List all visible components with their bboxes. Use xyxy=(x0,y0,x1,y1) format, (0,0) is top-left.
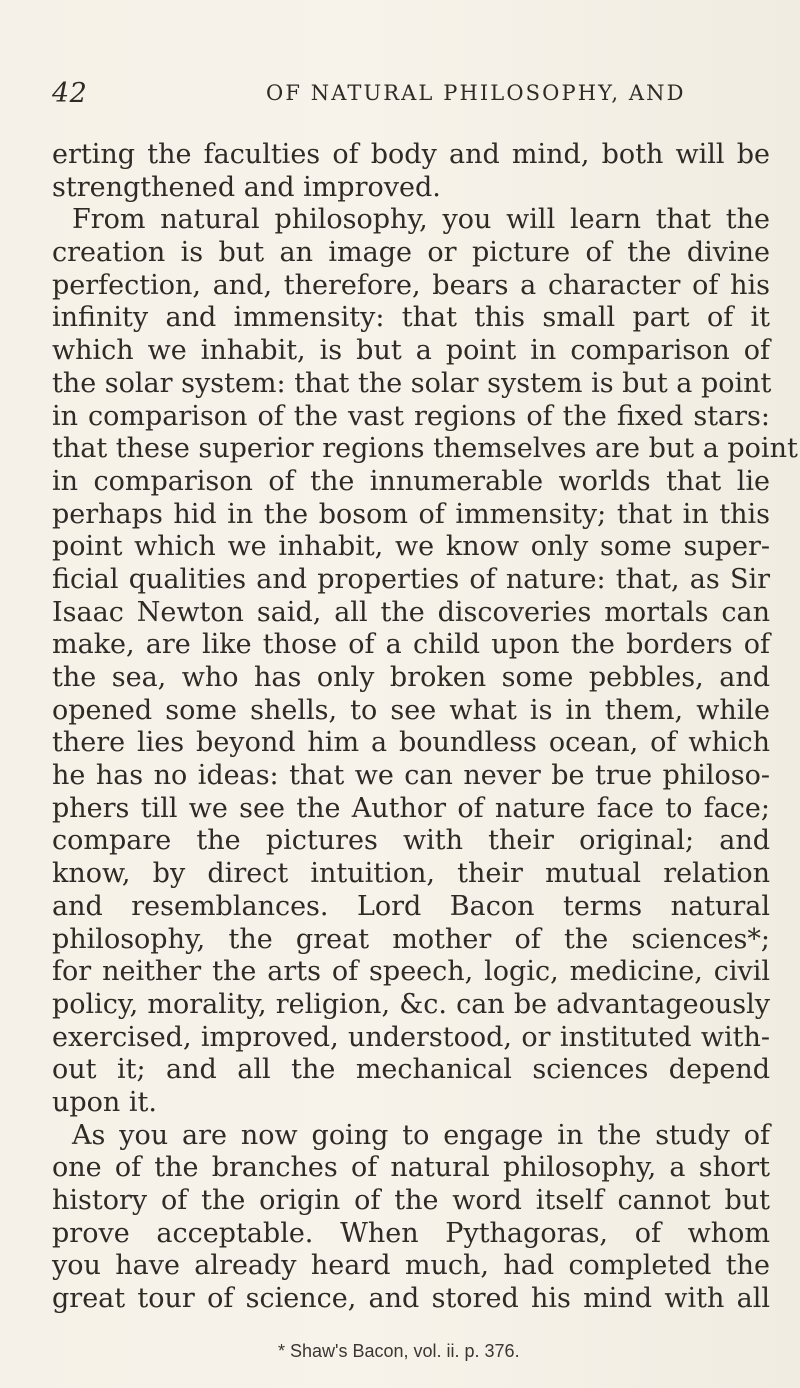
text-line: one of the branches of natural philosophy, a short xyxy=(52,1152,770,1184)
text-line: From natural philosophy, you will learn that the xyxy=(72,204,770,236)
page-number: 42 xyxy=(52,78,88,109)
text-line: and resemblances. Lord Bacon terms natural xyxy=(52,890,770,922)
text-line: that these superior regions themselves are but a point xyxy=(52,433,798,465)
text-line: the solar system: that the solar system is but a point xyxy=(52,367,772,399)
text-line: opened some shells, to see what is in them, while xyxy=(52,694,770,726)
text-line: out it; and all the mechanical sciences depend xyxy=(52,1054,770,1086)
text-line: in comparison of the vast regions of the fixed stars: xyxy=(52,400,770,432)
text-line: strengthened and improved. xyxy=(52,171,441,203)
text-line: you have already heard much, had completed the xyxy=(52,1250,770,1282)
text-line: the sea, who has only broken some pebbles, and xyxy=(52,662,770,693)
text-line: perfection, and, therefore, bears a character of his xyxy=(52,269,770,301)
body-text xyxy=(52,139,798,1316)
text-line: there lies beyond him a boundless ocean, of which xyxy=(52,727,770,759)
text-line: know, by direct intuition, their mutual relation xyxy=(52,858,770,890)
text-line: great tour of science, and stored his mind with all xyxy=(52,1283,770,1315)
text-line: point which we inhabit, we know only some super- xyxy=(52,531,770,563)
text-line: phers till we see the Author of nature face to face; xyxy=(52,792,770,824)
text-line: he has no ideas: that we can never be true philoso- xyxy=(52,760,770,792)
text-line: in comparison of the innumerable worlds that lie xyxy=(52,465,770,497)
text-line: As you are now going to engage in the study of xyxy=(72,1119,770,1151)
text-line: prove acceptable. When Pythagoras, of whom xyxy=(52,1217,770,1249)
text-line: ficial qualities and properties of nature: that, as Sir xyxy=(52,563,770,595)
page-header xyxy=(52,78,752,114)
running-head: OF NATURAL PHILOSOPHY, AND xyxy=(266,81,686,105)
text-line: history of the origin of the word itself cannot but xyxy=(52,1185,770,1216)
text-line: Isaac Newton said, all the discoveries mortals can xyxy=(52,596,770,628)
text-line: exercised, improved, understood, or instituted with- xyxy=(52,1021,770,1053)
text-line: policy, morality, religion, &c. can be advantageously xyxy=(52,988,770,1020)
text-line: erting the faculties of body and mind, both will be xyxy=(52,139,770,170)
text-line: upon it. xyxy=(52,1086,157,1118)
text-line: philosophy, the great mother of the sciences*; xyxy=(52,923,770,955)
text-line: infinity and immensity: that this small part of it xyxy=(52,302,770,334)
text-line: compare the pictures with their original; and xyxy=(52,825,770,857)
footnote: * Shaw's Bacon, vol. ii. p. 376. xyxy=(278,1341,520,1361)
text-line: make, are like those of a child upon the borders of xyxy=(52,629,770,661)
text-line: which we inhabit, is but a point in comparison of xyxy=(52,335,770,367)
text-line: perhaps hid in the bosom of immensity; that in this xyxy=(52,498,770,530)
text-line: creation is but an image or picture of the divine xyxy=(52,237,770,269)
text-line: for neither the arts of speech, logic, medicine, civil xyxy=(52,956,770,988)
